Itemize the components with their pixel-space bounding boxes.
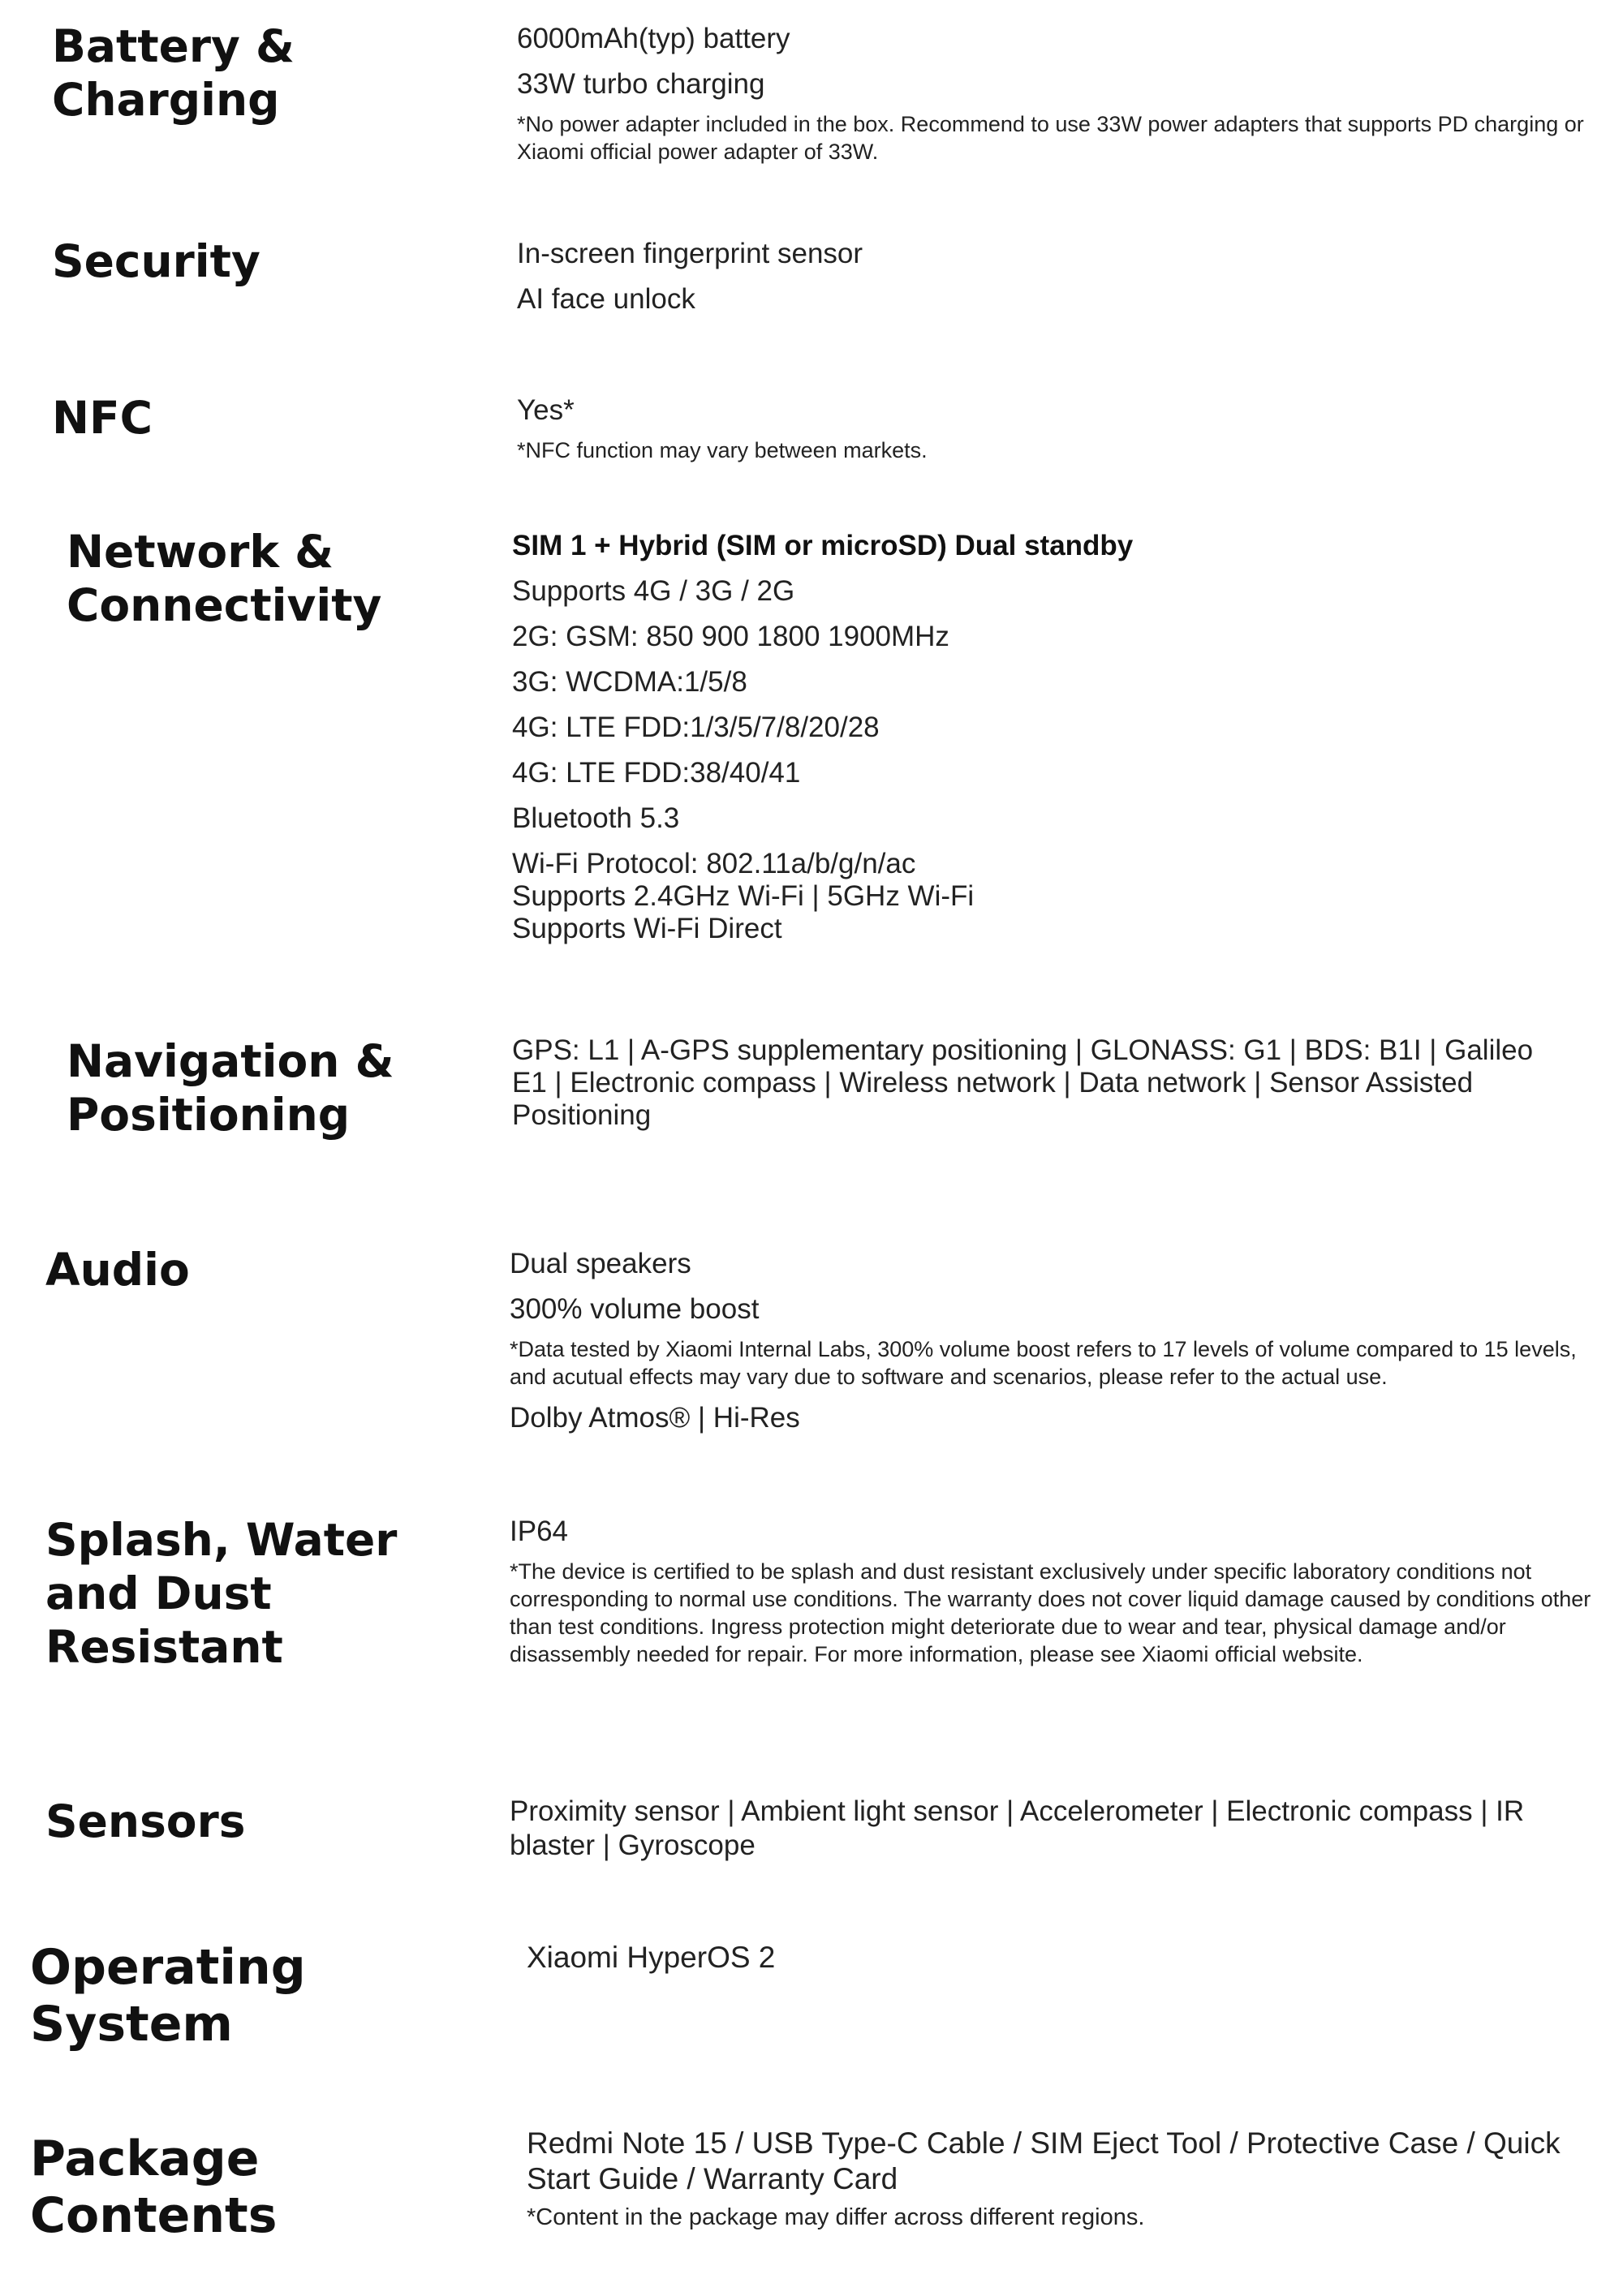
- network-bands-support: Supports 4G / 3G / 2G: [512, 575, 795, 607]
- sensors-heading: Sensors: [45, 1795, 246, 1847]
- nfc-heading: NFC: [52, 392, 153, 444]
- splash-specs: [510, 1509, 1613, 1673]
- battery-specs: [517, 16, 1621, 170]
- sensors-specs: [510, 1795, 1589, 1863]
- network-bluetooth: Bluetooth 5.3: [512, 802, 680, 834]
- battery-charging: 33W turbo charging: [517, 68, 765, 100]
- network-sim-title: SIM 1 + Hybrid (SIM or microSD) Dual standby: [512, 530, 1134, 561]
- package-note: *Content in the package may differ across different regions.: [527, 2204, 1145, 2230]
- package-specs: [527, 2126, 1614, 2236]
- nfc-note: *NFC function may vary between markets.: [517, 438, 928, 462]
- network-specs: [512, 523, 1616, 945]
- package-contents-list: Redmi Note 15 / USB Type-C Cable / SIM Eject Tool / Protective Case / Quick Start Guide / Warranty Card: [527, 2126, 1561, 2195]
- os-specs: [527, 1935, 1623, 1980]
- network-wifi: Wi-Fi Protocol: 802.11a/b/g/n/ac Supports 2.4GHz Wi-Fi | 5GHz Wi-Fi Supports Wi-Fi Direct: [512, 848, 975, 944]
- audio-volume: 300% volume boost: [510, 1293, 760, 1325]
- navigation-specs: [512, 1034, 1567, 1132]
- battery-capacity: 6000mAh(typ) battery: [517, 23, 790, 54]
- audio-note: *Data tested by Xiaomi Internal Labs, 300% volume boost refers to 17 levels of volume compared to 15 levels, and acutual effects may vary due to software and scenarios, please refer to the actual use.: [510, 1337, 1577, 1389]
- security-fingerprint: In-screen fingerprint sensor: [517, 238, 863, 269]
- sensors-list: Proximity sensor | Ambient light sensor | Accelerometer | Electronic compass | IR blaster | Gyroscope: [510, 1795, 1525, 1861]
- nfc-specs: [517, 388, 1621, 469]
- os-value: Xiaomi HyperOS 2: [527, 1941, 776, 1974]
- audio-speakers: Dual speakers: [510, 1248, 691, 1279]
- security-face-unlock: AI face unlock: [517, 283, 695, 315]
- audio-heading: Audio: [45, 1244, 190, 1296]
- security-heading: Security: [52, 235, 260, 287]
- splash-heading: Splash, Water and Dust Resistant: [45, 1514, 398, 1673]
- network-heading: Network & Connectivity: [67, 526, 382, 631]
- security-specs: [517, 231, 1621, 322]
- network-2g: 2G: GSM: 850 900 1800 1900MHz: [512, 621, 949, 652]
- audio-dolby: Dolby Atmos® | Hi-Res: [510, 1402, 800, 1434]
- network-3g: 3G: WCDMA:1/5/8: [512, 666, 747, 698]
- battery-heading: Battery & Charging: [52, 20, 295, 126]
- navigation-details: GPS: L1 | A-GPS supplementary positioning | GLONASS: G1 | BDS: B1I | Galileo E1 | Electronic compass | Wireless network | Data network | Sensor Assisted Positioning: [512, 1034, 1534, 1131]
- splash-rating: IP64: [510, 1516, 568, 1547]
- navigation-heading: Navigation & Positioning: [67, 1035, 394, 1141]
- network-4g-tdd: 4G: LTE FDD:38/40/41: [512, 757, 801, 789]
- battery-note: *No power adapter included in the box. Recommend to use 33W power adapters that supports PD charging or Xiaomi official power adapter of 33W.: [517, 112, 1584, 164]
- package-heading: Package Contents: [30, 2130, 278, 2244]
- os-heading: Operating System: [30, 1939, 306, 2053]
- nfc-value: Yes*: [517, 394, 575, 426]
- network-4g-fdd: 4G: LTE FDD:1/3/5/7/8/20/28: [512, 712, 880, 743]
- audio-specs: [510, 1241, 1613, 1441]
- splash-note: *The device is certified to be splash and dust resistant exclusively under specific laboratory conditions not corresponding to normal use conditions. The warranty does not cover liquid damage caused by conditions other than test conditions. Ingress protection might deteriorate due to wear and tear, physical damage and/or disassembly needed for repair. For more information, please see Xiaomi official website.: [510, 1559, 1591, 1666]
